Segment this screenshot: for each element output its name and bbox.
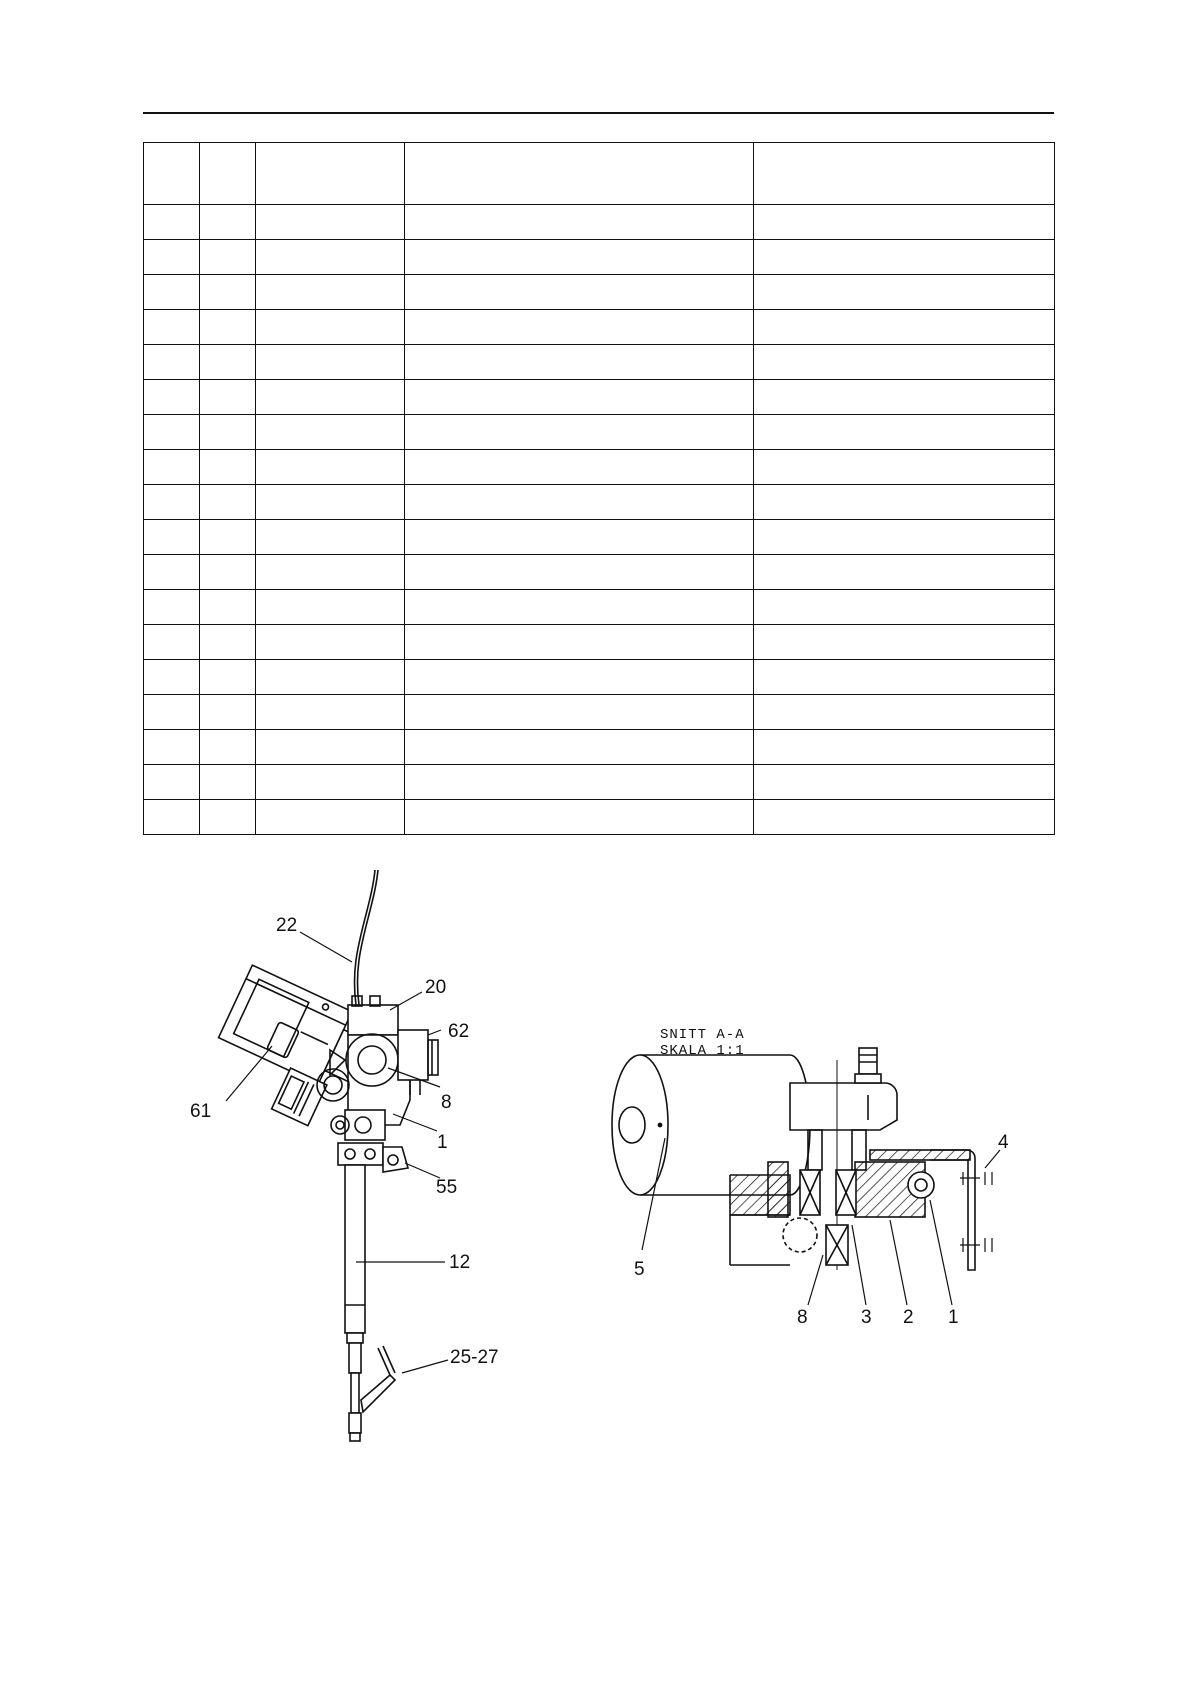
callout-1: 1 [437,1132,448,1153]
callout-3: 3 [861,1307,872,1328]
callout-5: 5 [634,1259,645,1280]
callout-12: 12 [449,1252,471,1273]
callout-8-section: 8 [797,1307,808,1328]
callout-55: 55 [436,1177,458,1198]
callout-22: 22 [276,915,298,936]
callout-8: 8 [441,1092,452,1113]
section-title: SNITT A-A [660,1027,745,1043]
callout-20: 20 [425,977,447,998]
callout-25-27: 25-27 [450,1347,499,1368]
section-a-a-drawing [612,1048,992,1270]
feeder-torch-drawing [219,870,438,1441]
callout-2: 2 [903,1307,914,1328]
callout-62: 62 [448,1021,470,1042]
callout-61: 61 [190,1101,212,1122]
callout-4: 4 [998,1132,1009,1153]
section-scale: SKALA 1:1 [660,1043,745,1059]
callout-1-section: 1 [948,1307,959,1328]
